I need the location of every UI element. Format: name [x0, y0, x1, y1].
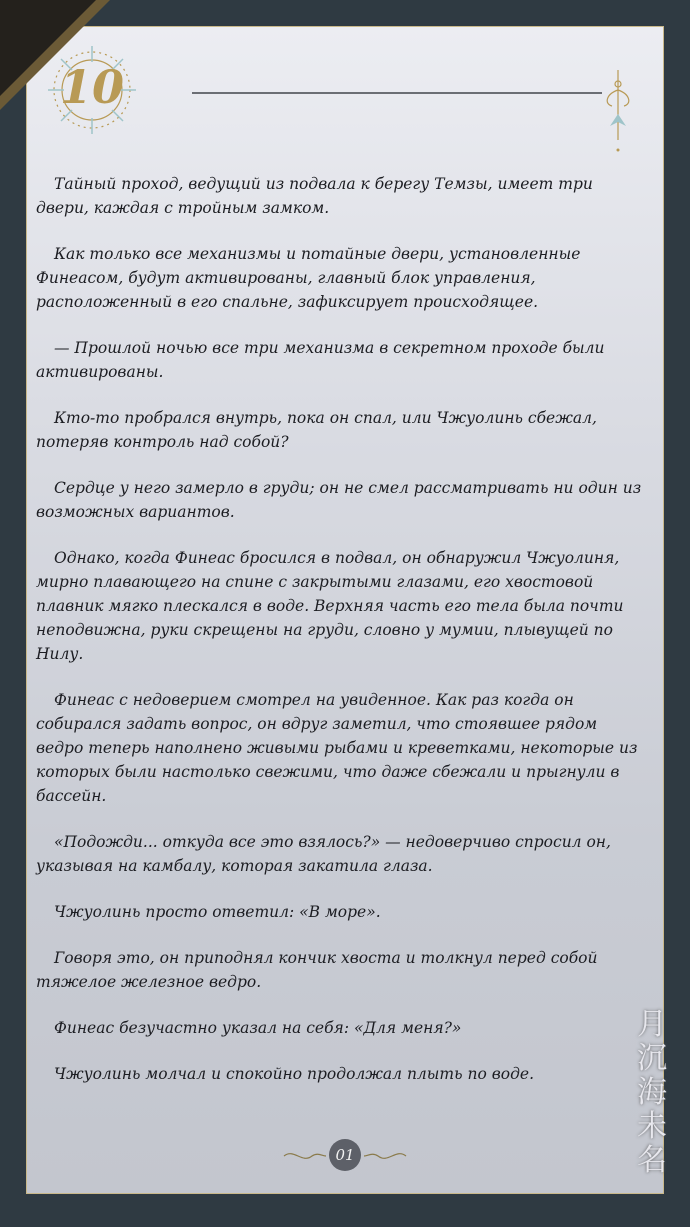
- paragraph: Финеас безучастно указал на себя: «Для меня?»: [54, 1019, 462, 1037]
- paragraph: Как только все механизмы и потайные двери, установленные Финеасом, будут активированы, главный блок управления, расположенный в его спальне, зафиксирует происходящее.: [36, 245, 581, 311]
- page-number-footer: [280, 1136, 410, 1176]
- paragraph: Чжуолинь молчал и спокойно продолжал плыть по воде.: [54, 1065, 535, 1083]
- header-divider: [192, 92, 602, 94]
- story-text: [36, 172, 642, 1108]
- fleur-ornament-icon: [598, 70, 638, 160]
- paragraph: Сердце у него замерло в груди; он не смел рассматривать ни один из возможных вариантов.: [36, 479, 642, 521]
- paragraph: «Подожди... откуда все это взялось?» — недоверчиво спросил он, указывая на камбалу, которая закатила глаза.: [36, 833, 611, 875]
- vertical-title: 月沉海未名: [637, 1007, 667, 1178]
- paragraph: Кто-то пробрался внутрь, пока он спал, или Чжуолинь сбежал, потеряв контроль над собой?: [36, 409, 597, 451]
- paragraph: — Прошлой ночью все три механизма в секретном проходе были активированы.: [36, 339, 605, 381]
- paragraph: Однако, когда Финеас бросился в подвал, он обнаружил Чжуолиня, мирно плавающего на спине с закрытыми глазами, его хвостовой плавник мягко плескался в воде. Верхняя часть его тела была почти неподвижна, руки скрещены на груди, словно у мумии, плывущей по Нилу.: [36, 549, 624, 663]
- paragraph: Финеас с недоверием смотрел на увиденное. Как раз когда он собирался задать вопрос, он вдруг заметил, что стоявшее рядом ведро теперь наполнено живыми рыбами и креветками, некоторые из которых были настолько свежими, что даже сбежали и прыгнули в бассейн.: [36, 691, 638, 805]
- paragraph: Тайный проход, ведущий из подвала к берегу Темзы, имеет три двери, каждая с тройным замком.: [36, 175, 593, 217]
- paragraph: Говоря это, он приподнял кончик хвоста и толкнул перед собой тяжелое железное ведро.: [36, 949, 598, 991]
- chapter-number: 10: [59, 60, 124, 114]
- page-number: 01: [329, 1139, 361, 1171]
- paragraph: Чжуолинь просто ответил: «В море».: [54, 903, 381, 921]
